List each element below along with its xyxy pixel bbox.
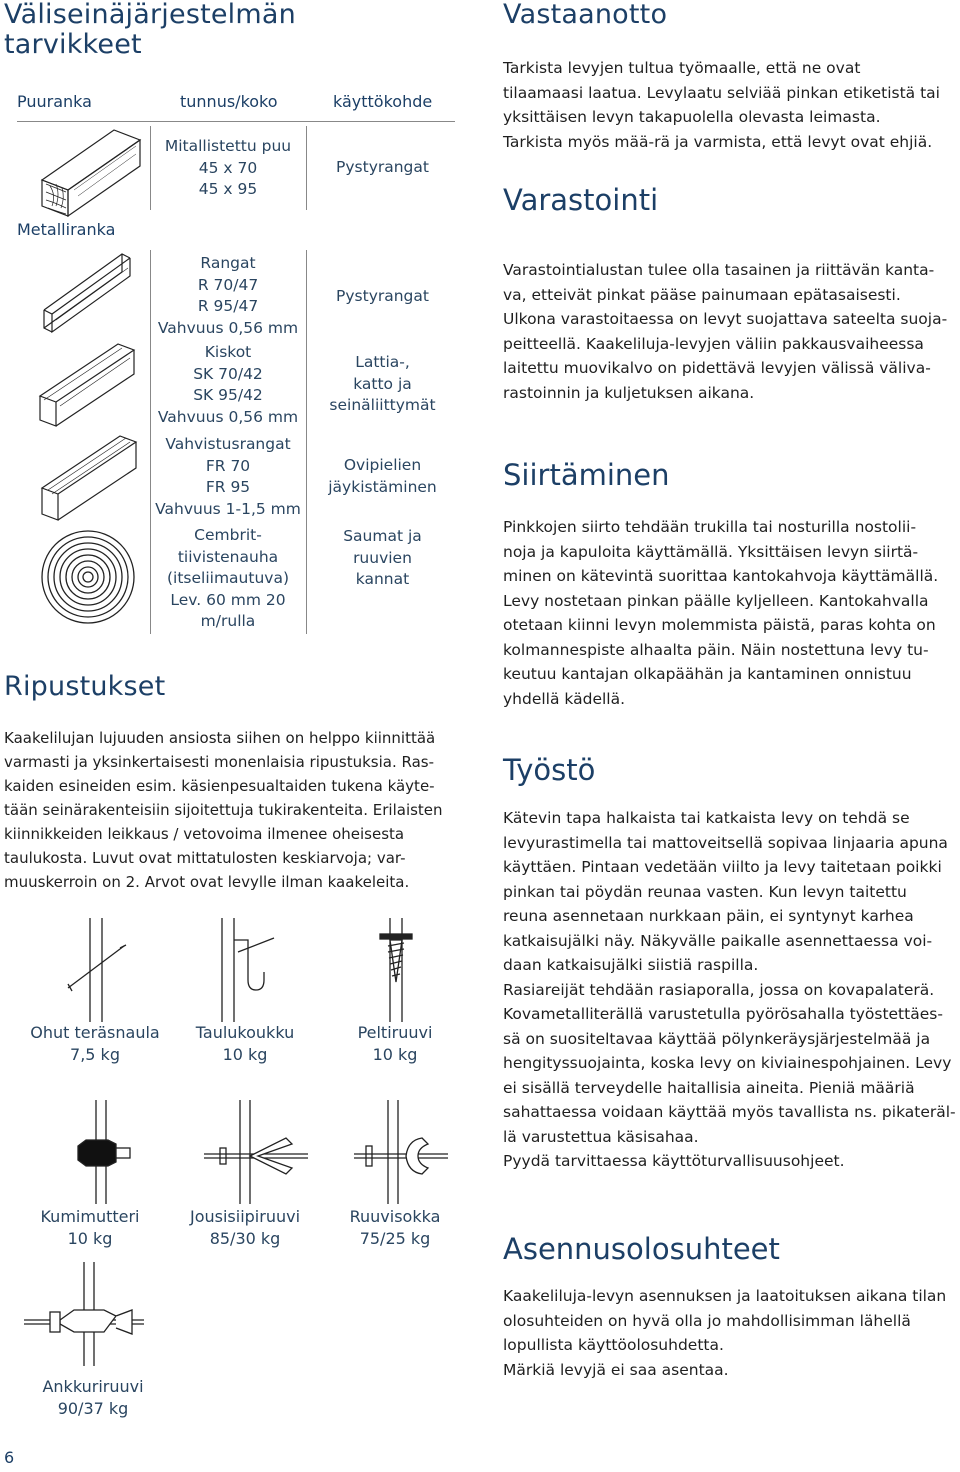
section-paragraph xyxy=(503,1284,959,1382)
paragraph-line: olosuhteiden on hyvä olla jo mahdollisimman lähellä xyxy=(503,1311,911,1330)
use-studs xyxy=(310,286,455,308)
spec-line: Vahvistusrangat xyxy=(165,435,291,453)
spring-toggle-bolt-icon xyxy=(200,1100,310,1204)
track-profile-icon xyxy=(30,340,146,432)
fastener-label xyxy=(15,1206,165,1250)
hangers-line: tään seinärakenteisiin sijoitettuja tukirakenteita. Erilaisten xyxy=(4,801,443,819)
column-divider xyxy=(306,250,307,634)
fastener-name: Ruuvisokka xyxy=(349,1207,441,1226)
use-line: seinäliittymät xyxy=(329,396,436,414)
hangers-line: muuskerroin on 2. Arvot ovat levylle ilman kaakeleita. xyxy=(4,873,410,891)
page-title-line: tarvikkeet xyxy=(4,29,142,60)
paragraph-line: sä on suositeltavaa käyttää pölynkeräysjärjestelmää ja xyxy=(503,1029,931,1048)
stud-profile-icon xyxy=(30,248,146,338)
fastener-value: 90/37 kg xyxy=(57,1399,129,1418)
spec-line: m/rulla xyxy=(200,612,256,630)
column-divider xyxy=(306,126,307,210)
spec-line: (itseliimautuva) xyxy=(166,569,289,587)
section-title-ripustukset: Ripustukset xyxy=(4,671,166,702)
paragraph-line: pinkan tai pöydän reunaa vasten. Kun levyn taitettu xyxy=(503,882,907,901)
use-tracks xyxy=(310,352,455,417)
fastener-value: 10 kg xyxy=(372,1045,418,1064)
hangers-line: varmasti ja yksinkertaisesti monenlaisia ripustuksia. Ras- xyxy=(4,753,435,771)
paragraph-line: daan katkaisujälki siistiä raspilla. xyxy=(503,956,759,974)
spec-line: Rangat xyxy=(200,254,256,272)
section-title: Vastaanotto xyxy=(503,0,668,30)
paragraph-line: levyurastimella tai mattoveitsellä sopivaa linjaaria apuna xyxy=(503,833,948,852)
fastener-value: 7,5 kg xyxy=(70,1045,120,1064)
spec-line: tiivistenauha xyxy=(177,547,279,566)
spec-line: Vahvuus 1-1,5 mm xyxy=(155,499,301,518)
use-reinforcement xyxy=(310,455,455,498)
paragraph-line: Levy nostetaan pinkan päälle kyljelleen. Kantokahvalla xyxy=(503,591,929,610)
section-title: Siirtäminen xyxy=(503,458,670,492)
use-line: ruuvien xyxy=(353,548,412,567)
section-title: Asennusolosuhteet xyxy=(503,1232,780,1266)
paragraph-line: Tarkista myös mää-rä ja varmista, että levyt ovat ehjiä. xyxy=(503,132,933,151)
fastener-value: 10 kg xyxy=(67,1229,113,1248)
section-title: Työstö xyxy=(503,753,596,787)
spec-line: R 70/47 xyxy=(197,275,259,294)
paragraph-line: yhdellä kädellä. xyxy=(503,689,626,708)
fastener-name: Jousisiipiruuvi xyxy=(189,1207,301,1226)
spec-line: SK 95/42 xyxy=(193,386,263,404)
paragraph-line: Pinkkojen siirto tehdään trukilla tai nosturilla nostolii- xyxy=(503,518,917,536)
anchor-bolt-icon xyxy=(20,1262,150,1366)
fastener-label xyxy=(20,1022,170,1066)
metal-spec-reinforcement xyxy=(153,434,303,520)
paragraph-line: sahattaessa voidaan käyttää myös tavallista ns. pikateräl- xyxy=(503,1103,956,1121)
screw-anchor-icon xyxy=(352,1100,452,1204)
paragraph-line: Kovametalliterällä varustetulla pyörösahalla työstettäes- xyxy=(503,1005,943,1023)
column-header-tunnus: tunnus/koko xyxy=(180,92,278,111)
paragraph-line: katkaisujälki näy. Näkyvälle paikalle asennettaessa voi- xyxy=(503,931,933,950)
spec-line: Vahvuus 0,56 mm xyxy=(157,318,299,337)
spec-line: FR 95 xyxy=(205,478,251,496)
paragraph-line: minen on kätevintä suorittaa kantokahvoja käyttämällä. xyxy=(503,567,939,585)
hangers-line: kaiden esineiden esim. käsienpesualtaiden tukena käyte- xyxy=(4,777,435,795)
section-paragraph xyxy=(503,806,959,1174)
fastener-value: 85/30 kg xyxy=(209,1229,281,1248)
paragraph-line: Ulkona varastoitaessa on levyt suojattava sateelta suoja- xyxy=(503,310,948,328)
paragraph-line: peitteellä. Kaakeliluja-levyjen väliin pakkausvaiheessa xyxy=(503,334,924,353)
section-paragraph xyxy=(503,258,959,405)
rubber-nut-icon xyxy=(60,1100,140,1204)
fastener-value: 75/25 kg xyxy=(359,1229,431,1248)
paragraph-line: keutuu kantajan olkapäähän ja kantaminen onnistuu xyxy=(503,665,912,683)
metal-stud-label: Metalliranka xyxy=(17,220,116,239)
use-tape xyxy=(310,526,455,591)
fastener-label xyxy=(170,1022,320,1066)
use-line: jäykistäminen xyxy=(328,477,437,496)
spec-line: 45 x 70 xyxy=(198,158,258,177)
fastener-value: 10 kg xyxy=(222,1045,268,1064)
use-line: Ovipielien xyxy=(343,456,422,474)
wood-stud-icon xyxy=(28,126,144,218)
paragraph-line: Varastointialustan tulee olla tasainen ja riittävän kanta- xyxy=(503,261,935,279)
spec-line: SK 70/42 xyxy=(193,364,263,383)
sheet-metal-screw-icon xyxy=(360,918,430,1022)
section-paragraph xyxy=(503,56,959,154)
fastener-name: Taulukoukku xyxy=(195,1023,295,1042)
paragraph-line: lopullista käyttöolosuhdetta. xyxy=(503,1336,724,1354)
column-divider xyxy=(150,250,151,634)
page-title-line: Väliseinäjärjestelmän xyxy=(4,0,296,30)
paragraph-line: lä varustettua käsisahaa. xyxy=(503,1127,699,1146)
spec-line: Kiskot xyxy=(204,343,252,361)
paragraph-line: Pyydä tarvittaessa käyttöturvallisuusohjeet. xyxy=(503,1152,845,1170)
metal-spec-tape xyxy=(153,525,303,633)
picture-hook-icon xyxy=(210,918,280,1022)
paragraph-line: tilaamaasi laatua. Levylaatu selviää pinkan etiketistä tai xyxy=(503,83,940,102)
use-line: Pystyrangat xyxy=(336,287,429,305)
column-header-puuranka: Puuranka xyxy=(17,92,92,111)
reinforcement-stud-icon xyxy=(30,432,146,524)
paragraph-line: Märkiä levyjä ei saa asentaa. xyxy=(503,1360,729,1379)
sealing-tape-roll-icon xyxy=(38,527,138,627)
fastener-name: Peltiruuvi xyxy=(357,1023,433,1042)
page-title xyxy=(4,0,424,60)
hangers-line: taulukosta. Luvut ovat mittatulosten keskiarvoja; var- xyxy=(4,849,406,867)
fastener-label xyxy=(18,1376,168,1420)
fastener-label xyxy=(170,1206,320,1250)
spec-line: R 95/47 xyxy=(197,297,259,315)
use-line: Saumat ja xyxy=(343,527,422,545)
metal-spec-tracks xyxy=(153,342,303,428)
fastener-name: Ohut teräsnaula xyxy=(30,1023,160,1042)
fastener-label xyxy=(320,1206,470,1250)
paragraph-line: Kaakeliluja-levyn asennuksen ja laatoituksen aikana tilan xyxy=(503,1287,947,1305)
spec-line: Mitallistettu puu xyxy=(164,137,292,155)
section-title: Varastointi xyxy=(503,183,659,217)
section-paragraph xyxy=(503,515,959,711)
paragraph-line: rastoinnin ja kuljetuksen aikana. xyxy=(503,383,755,402)
paragraph-line: ei sisällä terveydelle haitallisia aineita. Pieniä määriä xyxy=(503,1078,915,1097)
paragraph-line: käyttäen. Pintaan vedetään viilto ja levy taitetaan poikki xyxy=(503,858,942,876)
hangers-line: kiinnikkeiden leikkaus / vetovoima ilmenee oheisesta xyxy=(4,825,405,843)
paragraph-line: noja ja kapuloita käyttämällä. Yksittäisen levyn siirtä- xyxy=(503,542,919,561)
paragraph-line: hengityssuojainta, koska levy on kiviainespohjainen. Levy xyxy=(503,1054,952,1072)
spec-line: Vahvuus 0,56 mm xyxy=(157,407,299,426)
use-line: katto ja xyxy=(353,374,412,393)
nail-icon xyxy=(60,918,130,1022)
paragraph-line: va, etteivät pinkat pääse painumaan epätasaisesti. xyxy=(503,285,901,304)
hangers-paragraph xyxy=(4,726,454,894)
table-header-rule xyxy=(17,121,455,122)
spec-line: Cembrit- xyxy=(194,526,262,544)
column-header-kayttokohde: käyttökohde xyxy=(333,92,433,111)
use-line: kannat xyxy=(355,570,410,588)
paragraph-line: Rasiareijät tehdään rasiaporalla, jossa on kovapalaterä. xyxy=(503,980,935,999)
paragraph-line: laitettu muovikalvo on pidettävä levyjen välissä väliva- xyxy=(503,359,931,377)
paragraph-line: yksittäisen levyn takapuolella olevasta leimasta. xyxy=(503,108,881,126)
hangers-line: Kaakelilujan lujuuden ansiosta siihen on helppo kiinnittää xyxy=(4,729,436,747)
fastener-name: Kumimutteri xyxy=(40,1207,140,1226)
paragraph-line: otetaan kiinni levyn molemmista päistä, paras kohta on xyxy=(503,616,936,634)
paragraph-line: reuna asennetaan nurkkaan päin, ei syntynyt karhea xyxy=(503,907,914,925)
spec-line: 45 x 95 xyxy=(198,180,258,198)
paragraph-line: Tarkista levyjen tultua työmaalle, että ne ovat xyxy=(503,59,861,77)
fastener-name: Ankkuriruuvi xyxy=(42,1377,144,1396)
wood-spec xyxy=(153,136,303,201)
paragraph-line: Kätevin tapa halkaista tai katkaista levy on tehdä se xyxy=(503,809,910,827)
fastener-label xyxy=(320,1022,470,1066)
metal-spec-studs xyxy=(153,253,303,339)
wood-use: Pystyrangat xyxy=(336,158,429,176)
column-divider xyxy=(150,126,151,210)
paragraph-line: kolmannespiste alhaalta päin. Näin nostettuna levy tu- xyxy=(503,640,929,659)
spec-line: Lev. 60 mm 20 xyxy=(170,590,286,609)
spec-line: FR 70 xyxy=(205,456,251,475)
use-line: Lattia-, xyxy=(355,353,410,371)
page-number: 6 xyxy=(4,1448,15,1467)
